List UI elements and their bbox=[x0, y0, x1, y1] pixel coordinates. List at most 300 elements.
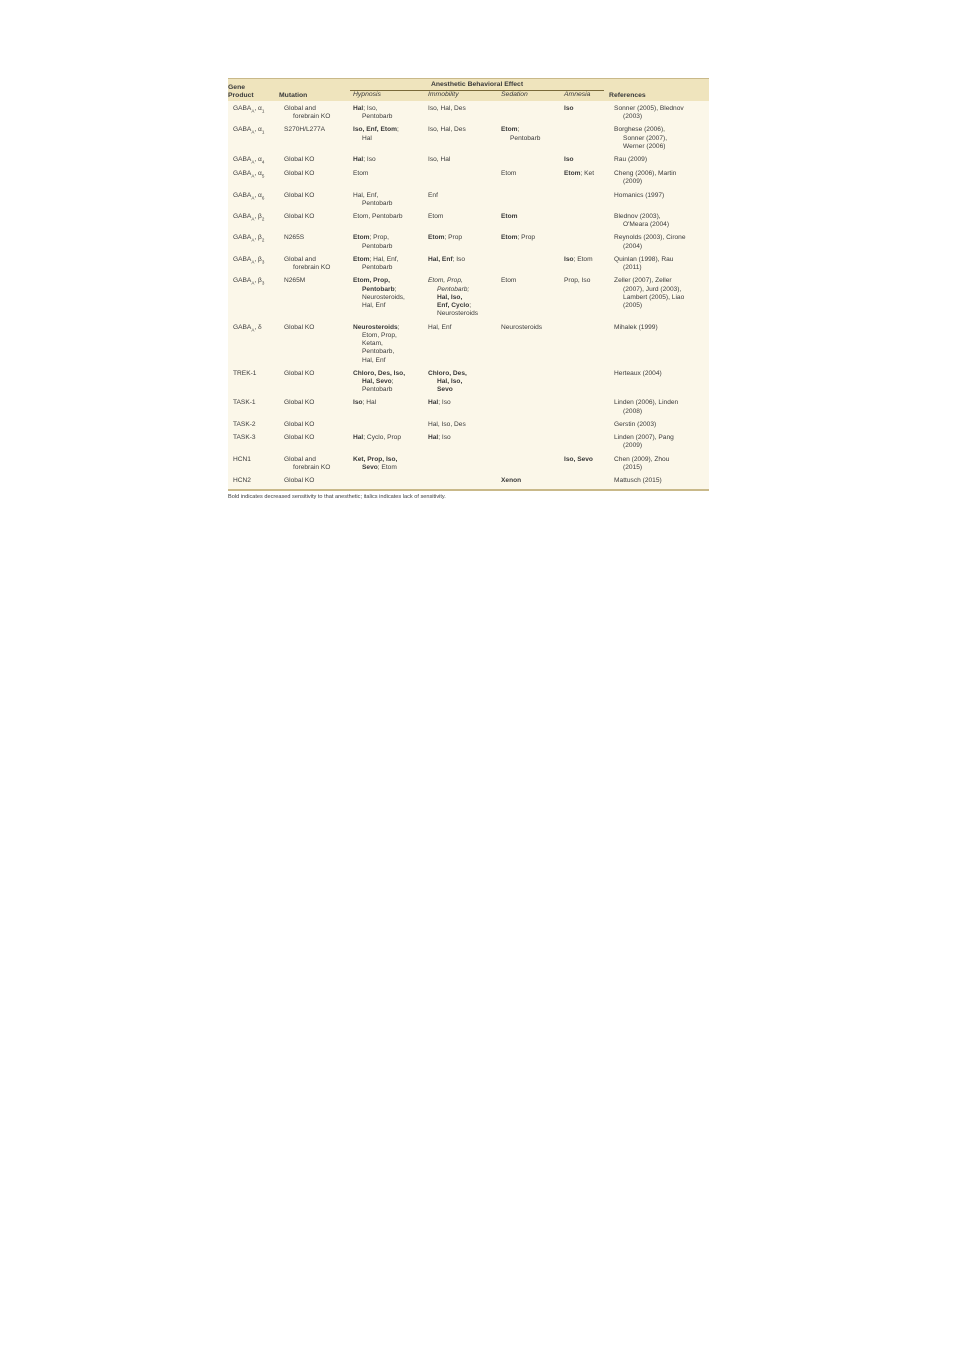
amnesia-cell bbox=[559, 125, 609, 155]
hypnosis-line bbox=[353, 264, 420, 272]
gene-product-cell: $GABA_A$, $\alpha_4$ bbox=[228, 155, 279, 169]
references-line: Sonner (2007), bbox=[623, 134, 668, 142]
drug-text: Neurosteroids bbox=[437, 310, 479, 318]
drug-text: Chloro, Des, Iso, bbox=[353, 369, 406, 377]
drug-text: Enf, Cyclo bbox=[437, 302, 470, 310]
immobility-cell bbox=[423, 169, 496, 190]
mutation-cell bbox=[279, 212, 348, 233]
references-line: (2007), Jurd (2003), bbox=[623, 285, 682, 293]
hypnosis-line bbox=[353, 456, 420, 464]
sedation-cell bbox=[496, 191, 559, 212]
mutation-line: Global KO bbox=[284, 399, 315, 407]
sedation-cell bbox=[496, 233, 559, 254]
amnesia-cell bbox=[559, 233, 609, 254]
drug-text: Iso bbox=[353, 399, 363, 407]
drug-text: Etom, Prop, bbox=[353, 277, 390, 285]
hypnosis-line bbox=[353, 277, 420, 285]
drug-text: Hal, Iso, Des bbox=[428, 420, 466, 428]
drug-text: Hal, Iso, bbox=[437, 378, 463, 385]
table-row bbox=[228, 233, 709, 254]
table-row bbox=[228, 276, 709, 322]
sedation-cell bbox=[496, 323, 559, 369]
mutation-line: Global KO bbox=[284, 170, 315, 178]
drug-text: Etom bbox=[353, 234, 370, 242]
immobility-line bbox=[428, 310, 493, 318]
drug-text: Etom bbox=[501, 277, 517, 285]
immobility-line bbox=[428, 399, 493, 407]
references-line: (2003) bbox=[623, 113, 643, 121]
hypnosis-line bbox=[353, 192, 420, 200]
gene-product-cell: $GABA_A$, $\alpha_6$ bbox=[228, 191, 279, 212]
hypnosis-line bbox=[353, 234, 420, 242]
drug-text: ; Prop bbox=[444, 234, 463, 242]
immobility-line bbox=[428, 192, 493, 200]
amnesia-line bbox=[564, 156, 606, 164]
hypnosis-cell bbox=[348, 191, 423, 212]
sedation-cell bbox=[496, 125, 559, 155]
drug-text: ; Etom bbox=[573, 255, 593, 263]
hypnosis-line bbox=[353, 156, 420, 164]
drug-text: Hal bbox=[353, 156, 364, 164]
references-cell bbox=[609, 255, 709, 276]
drug-text: Pentobarb bbox=[362, 386, 393, 394]
immobility-line bbox=[428, 434, 493, 442]
mutation-line: Global KO bbox=[284, 477, 315, 485]
amnesia-cell bbox=[559, 276, 609, 322]
references-cell bbox=[609, 476, 709, 489]
mutation-line: Global KO bbox=[284, 156, 315, 164]
amnesia-cell bbox=[559, 101, 609, 125]
table-row bbox=[228, 420, 709, 433]
gene-product-cell: TREK-1 bbox=[228, 369, 279, 399]
references-line: (2009) bbox=[623, 442, 643, 450]
hypnosis-line bbox=[353, 357, 420, 365]
table-row bbox=[228, 323, 709, 369]
hypnosis-line bbox=[353, 243, 420, 251]
sedation-line bbox=[501, 213, 556, 221]
mutation-cell bbox=[279, 169, 348, 190]
gene-product-cell: $GABA_A$, $\alpha_1$ bbox=[228, 125, 279, 155]
mutation-cell bbox=[279, 125, 348, 155]
immobility-line bbox=[428, 105, 493, 113]
mutation-line: forebrain KO bbox=[293, 264, 331, 272]
drug-text: ; bbox=[397, 323, 400, 331]
mutation-cell bbox=[279, 433, 348, 454]
references-line: Cheng (2006), Martin bbox=[614, 170, 677, 178]
sedation-cell bbox=[496, 433, 559, 454]
mutation-line: Global and bbox=[284, 255, 316, 263]
anesthetic-effects-table bbox=[228, 79, 709, 489]
hypnosis-line bbox=[353, 294, 420, 302]
references-line: Werner (2006) bbox=[623, 142, 666, 150]
gene-product-cell: HCN2 bbox=[228, 476, 279, 489]
hypnosis-line bbox=[353, 378, 420, 386]
mutation-cell bbox=[279, 101, 348, 125]
immobility-cell bbox=[423, 233, 496, 254]
immobility-line bbox=[428, 386, 493, 394]
amnesia-cell bbox=[559, 398, 609, 419]
table-row bbox=[228, 212, 709, 233]
drug-text: Iso bbox=[564, 104, 574, 112]
hypnosis-cell bbox=[348, 233, 423, 254]
sedation-cell bbox=[496, 212, 559, 233]
hypnosis-cell bbox=[348, 255, 423, 276]
hypnosis-cell bbox=[348, 276, 423, 322]
sedation-cell bbox=[496, 369, 559, 399]
immobility-line bbox=[428, 370, 493, 378]
drug-text: Sevo bbox=[437, 386, 453, 394]
references-cell bbox=[609, 233, 709, 254]
drug-text: ; bbox=[396, 126, 399, 134]
hypnosis-cell bbox=[348, 212, 423, 233]
drug-text: Hal, Enf bbox=[428, 323, 452, 331]
immobility-line bbox=[428, 156, 493, 164]
references-cell bbox=[609, 191, 709, 212]
hypnosis-cell bbox=[348, 125, 423, 155]
hypnosis-line bbox=[353, 399, 420, 407]
mutation-cell bbox=[279, 398, 348, 419]
drug-text: Pentobarb; bbox=[437, 285, 470, 293]
table-row bbox=[228, 369, 709, 399]
sedation-cell bbox=[496, 476, 559, 489]
amnesia-cell bbox=[559, 323, 609, 369]
drug-text: ; Hal bbox=[362, 399, 377, 407]
table-row bbox=[228, 125, 709, 155]
immobility-cell bbox=[423, 420, 496, 433]
amnesia-cell bbox=[559, 420, 609, 433]
sedation-line bbox=[501, 135, 556, 143]
amnesia-cell bbox=[559, 155, 609, 169]
drug-text: Iso, Sevo bbox=[564, 455, 593, 463]
references-line: O'Meara (2004) bbox=[623, 221, 670, 229]
drug-text: Pentobarb, bbox=[362, 348, 395, 356]
mutation-cell bbox=[279, 455, 348, 476]
table-row bbox=[228, 476, 709, 489]
references-line: Mattusch (2015) bbox=[614, 477, 662, 485]
mutation-cell bbox=[279, 155, 348, 169]
amnesia-line bbox=[564, 105, 606, 113]
mutation-line: N265S bbox=[284, 234, 305, 242]
references-line: (2009) bbox=[623, 178, 643, 186]
table-row bbox=[228, 101, 709, 125]
drug-text: Etom bbox=[353, 255, 370, 263]
drug-text: Hal bbox=[362, 134, 372, 142]
references-line: (2015) bbox=[623, 463, 643, 471]
amnesia-cell bbox=[559, 169, 609, 190]
references-line: Lambert (2005), Liao bbox=[623, 293, 685, 301]
hypnosis-line bbox=[353, 170, 420, 178]
gene-product-cell: TASK-3 bbox=[228, 433, 279, 454]
immobility-cell bbox=[423, 369, 496, 399]
drug-text: Hal bbox=[428, 434, 439, 442]
mutation-line: Global KO bbox=[284, 369, 315, 377]
drug-text: ; Iso bbox=[452, 255, 466, 263]
references-line: (2011) bbox=[623, 264, 642, 272]
drug-text: Pentobarb bbox=[510, 134, 541, 142]
drug-text: Enf bbox=[428, 191, 438, 199]
references-line: (2004) bbox=[623, 242, 643, 250]
drug-text: Xenon bbox=[501, 477, 522, 485]
references-cell bbox=[609, 420, 709, 433]
immobility-cell bbox=[423, 276, 496, 322]
references-cell bbox=[609, 125, 709, 155]
hypnosis-line bbox=[353, 464, 420, 472]
gene-product-cell: TASK-2 bbox=[228, 420, 279, 433]
table-bottom-rule bbox=[228, 489, 709, 491]
immobility-line bbox=[428, 421, 493, 429]
immobility-line bbox=[428, 126, 493, 134]
amnesia-cell bbox=[559, 455, 609, 476]
drug-text: Hal, Enf bbox=[428, 255, 453, 263]
immobility-line bbox=[428, 286, 493, 294]
gene-product-cell: $GABA_A$, $\beta_3$ bbox=[228, 276, 279, 322]
header-group-behavioral-effect: Anesthetic Behavioral Effect bbox=[348, 79, 609, 91]
hypnosis-line bbox=[353, 370, 420, 378]
hypnosis-line bbox=[353, 286, 420, 294]
drug-text: Iso, Hal bbox=[428, 156, 451, 164]
mutation-line: Global KO bbox=[284, 213, 315, 221]
drug-text: ; bbox=[469, 302, 472, 310]
sedation-cell bbox=[496, 169, 559, 190]
immobility-cell bbox=[423, 476, 496, 489]
immobility-cell bbox=[423, 101, 496, 125]
hypnosis-cell bbox=[348, 476, 423, 489]
sedation-line bbox=[501, 126, 556, 134]
table-body bbox=[228, 101, 709, 489]
gene-product-cell: $GABA_A$, δ bbox=[228, 323, 279, 369]
references-cell bbox=[609, 276, 709, 322]
hypnosis-line bbox=[353, 324, 420, 332]
immobility-line bbox=[428, 277, 493, 285]
sedation-cell bbox=[496, 255, 559, 276]
amnesia-cell bbox=[559, 255, 609, 276]
hypnosis-cell bbox=[348, 455, 423, 476]
header-amnesia: Amnesia bbox=[559, 91, 609, 100]
references-line: Linden (2007), Pang bbox=[614, 434, 674, 442]
drug-text: ; Iso, bbox=[363, 104, 378, 112]
drug-text: Etom bbox=[428, 213, 444, 221]
references-line: Linden (2006), Linden bbox=[614, 399, 679, 407]
immobility-line bbox=[428, 234, 493, 242]
drug-text: ; bbox=[517, 126, 520, 134]
drug-text: Neurosteroids, bbox=[362, 293, 405, 301]
anesthetic-effects-table-container bbox=[228, 78, 709, 500]
drug-text: Pentobarb bbox=[362, 199, 393, 207]
references-cell bbox=[609, 212, 709, 233]
drug-text: ; Cyclo, Prop bbox=[363, 434, 402, 442]
drug-text: Hal, Enf bbox=[362, 356, 386, 364]
mutation-cell bbox=[279, 420, 348, 433]
immobility-line bbox=[428, 302, 493, 310]
drug-text: ; Hal, Enf, bbox=[369, 255, 399, 263]
references-cell bbox=[609, 323, 709, 369]
drug-text: ; Etom bbox=[377, 463, 397, 471]
references-cell bbox=[609, 155, 709, 169]
drug-text: Etom, Prop, bbox=[362, 331, 397, 339]
references-line: Homanics (1997) bbox=[614, 191, 665, 199]
gene-product-cell: $GABA_A$, $\beta_3$ bbox=[228, 255, 279, 276]
references-line: Rau (2009) bbox=[614, 156, 648, 164]
references-line: Zeller (2007), Zeller bbox=[614, 277, 672, 285]
table-row bbox=[228, 255, 709, 276]
drug-text: ; Iso bbox=[363, 156, 376, 164]
sedation-line bbox=[501, 234, 556, 242]
references-line: Reynolds (2003), Cirone bbox=[614, 234, 686, 242]
header-hypnosis: Hypnosis bbox=[348, 91, 423, 100]
mutation-cell bbox=[279, 276, 348, 322]
immobility-line bbox=[428, 294, 493, 302]
drug-text: Etom bbox=[353, 170, 369, 178]
hypnosis-cell bbox=[348, 433, 423, 454]
drug-text: Iso bbox=[564, 156, 574, 164]
amnesia-line bbox=[564, 170, 606, 178]
hypnosis-line bbox=[353, 213, 420, 221]
hypnosis-line bbox=[353, 256, 420, 264]
gene-product-cell: $GABA_A$, $\beta_2$ bbox=[228, 212, 279, 233]
table-header bbox=[228, 79, 709, 101]
references-cell bbox=[609, 398, 709, 419]
drug-text: Etom bbox=[428, 234, 445, 242]
header-references: References bbox=[609, 79, 709, 101]
drug-text: Etom bbox=[501, 170, 517, 178]
drug-text: ; bbox=[391, 378, 394, 385]
table-row bbox=[228, 398, 709, 419]
mutation-line: forebrain KO bbox=[293, 113, 331, 121]
immobility-line bbox=[428, 213, 493, 221]
references-line: Quinlan (1998), Rau bbox=[614, 255, 674, 263]
drug-text: Hal, Sevo bbox=[362, 378, 392, 385]
immobility-line bbox=[428, 378, 493, 386]
immobility-cell bbox=[423, 212, 496, 233]
mutation-line: Global and bbox=[284, 455, 316, 463]
drug-text: Hal bbox=[353, 434, 364, 442]
drug-text: Etom bbox=[501, 213, 518, 221]
amnesia-cell bbox=[559, 433, 609, 454]
mutation-line: Global KO bbox=[284, 420, 315, 428]
mutation-line: Global KO bbox=[284, 434, 315, 442]
drug-text: Pentobarb bbox=[362, 264, 393, 272]
table-row bbox=[228, 455, 709, 476]
hypnosis-line bbox=[353, 332, 420, 340]
sedation-cell bbox=[496, 398, 559, 419]
immobility-cell bbox=[423, 455, 496, 476]
drug-text: Ket, Prop, Iso, bbox=[353, 455, 398, 463]
drug-text: Iso, Hal, Des bbox=[428, 104, 466, 112]
amnesia-cell bbox=[559, 191, 609, 212]
hypnosis-line bbox=[353, 126, 420, 134]
drug-text: Etom, Pentobarb bbox=[353, 213, 403, 221]
drug-text: ; Prop bbox=[517, 234, 536, 242]
hypnosis-cell bbox=[348, 101, 423, 125]
mutation-line: Global KO bbox=[284, 191, 315, 199]
immobility-cell bbox=[423, 125, 496, 155]
mutation-cell bbox=[279, 476, 348, 489]
amnesia-cell bbox=[559, 369, 609, 399]
hypnosis-cell bbox=[348, 398, 423, 419]
drug-text: Iso, Enf, Etom bbox=[353, 126, 397, 134]
references-cell bbox=[609, 101, 709, 125]
drug-text: ; Ket bbox=[580, 170, 595, 178]
drug-text: Neurosteroids bbox=[353, 323, 398, 331]
references-line: Herteaux (2004) bbox=[614, 369, 662, 377]
immobility-cell bbox=[423, 323, 496, 369]
hypnosis-cell bbox=[348, 420, 423, 433]
sedation-cell bbox=[496, 155, 559, 169]
references-line: (2008) bbox=[623, 407, 643, 415]
immobility-cell bbox=[423, 398, 496, 419]
drug-text: Prop, Iso bbox=[564, 277, 591, 285]
drug-text: Hal bbox=[428, 399, 439, 407]
hypnosis-cell bbox=[348, 323, 423, 369]
mutation-cell bbox=[279, 369, 348, 399]
header-immobility: Immobility bbox=[423, 91, 496, 100]
sedation-line bbox=[501, 170, 556, 178]
drug-text: Chloro, Des, bbox=[428, 369, 467, 377]
references-line: Gerstin (2003) bbox=[614, 420, 657, 428]
drug-text: Etom bbox=[501, 234, 518, 242]
mutation-cell bbox=[279, 323, 348, 369]
gene-product-cell: $GABA_A$, $\alpha_1$ bbox=[228, 101, 279, 125]
immobility-cell bbox=[423, 255, 496, 276]
references-cell bbox=[609, 369, 709, 399]
references-line: Borghese (2006), bbox=[614, 126, 665, 134]
amnesia-cell bbox=[559, 476, 609, 489]
mutation-line: Global and bbox=[284, 104, 316, 112]
references-cell bbox=[609, 169, 709, 190]
drug-text: Sevo bbox=[362, 463, 378, 471]
hypnosis-cell bbox=[348, 369, 423, 399]
references-cell bbox=[609, 455, 709, 476]
header-sedation: Sedation bbox=[496, 91, 559, 100]
gene-product-cell: TASK-1 bbox=[228, 398, 279, 419]
drug-text: Hal bbox=[353, 104, 364, 112]
drug-text: Hal, Iso, bbox=[437, 293, 463, 301]
immobility-cell bbox=[423, 191, 496, 212]
references-line: (2005) bbox=[623, 302, 643, 310]
immobility-line bbox=[428, 324, 493, 332]
sedation-line bbox=[501, 477, 556, 485]
references-cell bbox=[609, 433, 709, 454]
drug-text: Iso, Hal, Des bbox=[428, 126, 466, 134]
hypnosis-cell bbox=[348, 155, 423, 169]
immobility-cell bbox=[423, 433, 496, 454]
table-footnote: Bold indicates decreased sensitivity to that anesthetic; italics indicates lack of sensitivity. bbox=[228, 493, 446, 500]
amnesia-cell bbox=[559, 212, 609, 233]
drug-text: ; Iso bbox=[438, 434, 451, 442]
drug-text: Iso bbox=[564, 255, 574, 263]
drug-text: Etom bbox=[564, 170, 581, 178]
hypnosis-cell bbox=[348, 169, 423, 190]
mutation-cell bbox=[279, 255, 348, 276]
gene-product-cell: $GABA_A$, $\alpha_5$ bbox=[228, 169, 279, 190]
references-line: Chen (2009), Zhou bbox=[614, 455, 670, 463]
hypnosis-line bbox=[353, 434, 420, 442]
hypnosis-line bbox=[353, 340, 420, 348]
hypnosis-line bbox=[353, 386, 420, 394]
drug-text: Etom, Prop, bbox=[428, 277, 463, 285]
sedation-cell bbox=[496, 420, 559, 433]
hypnosis-line bbox=[353, 135, 420, 143]
drug-text: ; bbox=[394, 285, 397, 293]
sedation-line bbox=[501, 277, 556, 285]
hypnosis-line bbox=[353, 113, 420, 121]
amnesia-line bbox=[564, 277, 606, 285]
drug-text: Etom bbox=[501, 126, 518, 134]
drug-text: ; Iso bbox=[438, 399, 451, 407]
table-row bbox=[228, 433, 709, 454]
sedation-line bbox=[501, 324, 556, 332]
drug-text: Ketam, bbox=[362, 340, 383, 348]
